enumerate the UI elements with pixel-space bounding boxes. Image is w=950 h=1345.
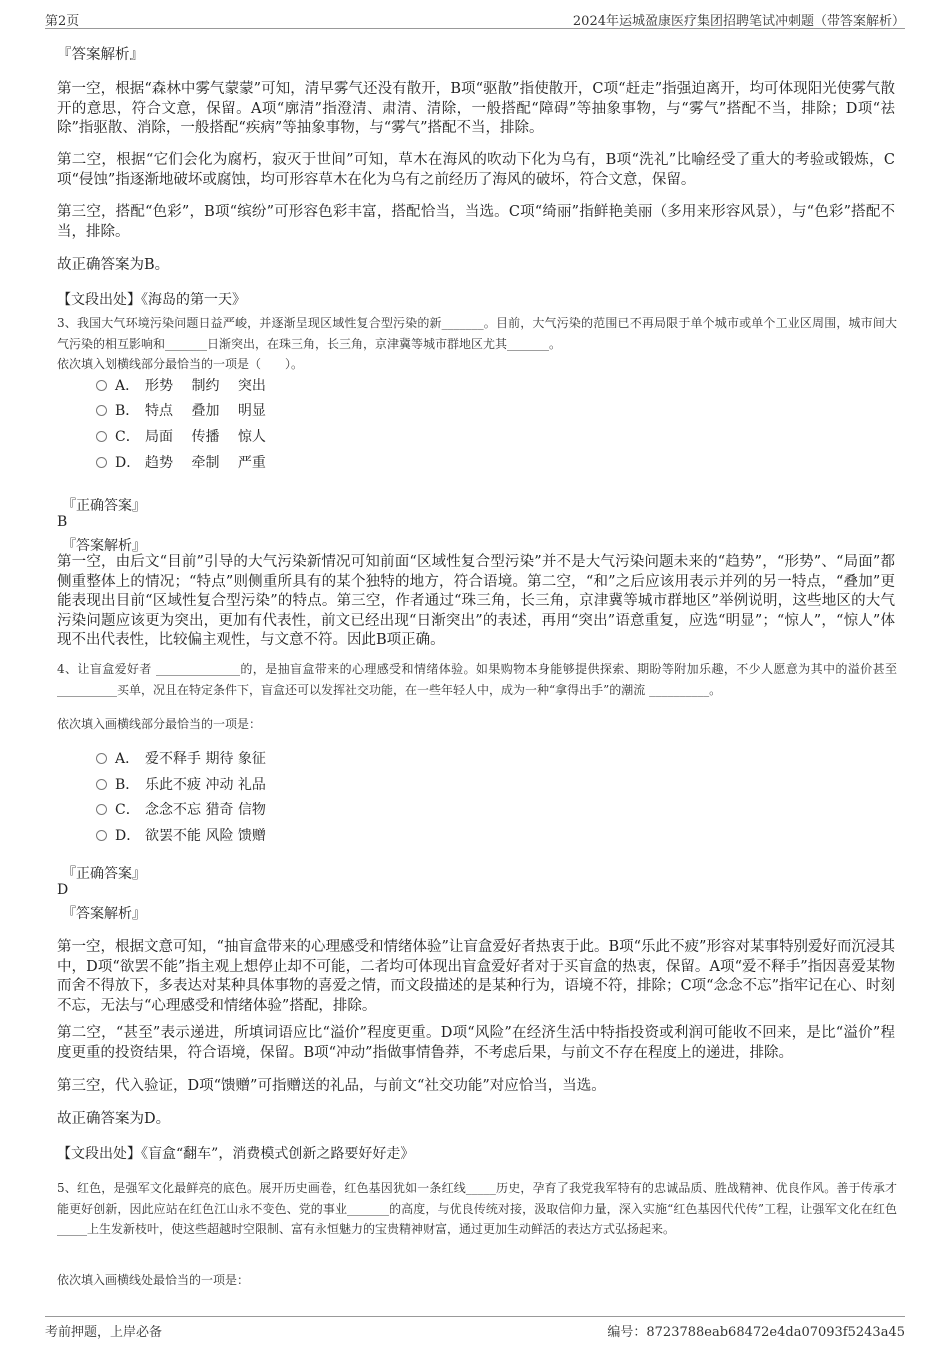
q4-conclusion: 故正确答案为D。 <box>57 1111 171 1127</box>
q3-prompt: 依次填入划横线部分最恰当的一项是（ ）。 <box>57 357 304 371</box>
q3-option-a[interactable]: A． 形势 制约 突出 <box>96 376 266 396</box>
q3-stem: 3、我国大气环境污染问题日益严峻，并逐渐呈现区域性复合型污染的新_______。目前，大气污染的范围已不再局限于单个城市或单个工业区周围，城市间大气污染的相互影响和_______日渐突出，在珠三角，长三角，京津冀等城市群地区尤其_______。 <box>57 316 897 351</box>
radio-icon[interactable] <box>96 830 107 841</box>
footer-slogan: 考前押题，上岸必备 <box>45 1325 163 1340</box>
radio-icon[interactable] <box>96 405 107 416</box>
q4-option-d[interactable]: D． 欲罢不能 风险 馈赠 <box>96 826 266 846</box>
page-footer <box>45 1316 905 1340</box>
q4-option-c[interactable]: C． 念念不忘 猎奇 信物 <box>96 800 266 820</box>
radio-icon[interactable] <box>96 457 107 468</box>
q4-option-b[interactable]: B． 乐此不疲 冲动 礼品 <box>96 775 266 795</box>
q4-analysis-para-2: 第二空，“甚至”表示递进，所填词语应比“溢价”程度更重。D项“风险”在经济生活中特指投资或利润可能收不回来，是比“溢价”程度更重的投资结果，符合语境，保留。B项“冲动”指做事情鲁莽，不考虑后果，与前文不存在程度上的递进，排除。 <box>57 1025 895 1061</box>
q3-option-c[interactable]: C． 局面 传播 惊人 <box>96 427 266 447</box>
q2-analysis-para-3: 第三空，搭配“色彩”，B项“缤纷”可形容色彩丰富，搭配恰当，当选。C项“绮丽”指鲜艳美丽（多用来形容风景），与“色彩”搭配不当，排除。 <box>57 204 895 240</box>
q3-answer: B <box>57 514 68 530</box>
q5-prompt: 依次填入画横线处最恰当的一项是： <box>57 1273 250 1287</box>
q3-analysis: 第一空，由后文“目前”引导的大气污染新情况可知前面“区域性复合型污染”并不是大气污染问题未来的“趋势”，“形势”、“局面”都侧重整体上的情况；“特点”则侧重所具有的某个独特的地方，符合语境。第二空，“和”之后应该用表示并列的另一特点，“叠加”更能表现出目前“区域性复合型污染”的特点。第三空，作者通过“珠三角，长三角，京津冀等城市群地区”举例说明，这些地区的大气污染问题应该更为突出，更加有代表性，前文已经出现“日渐突出”的表述，再用“突出”语意重复，应选“明显”；“惊人”，“惊人”体现不出代表性，比较偏主观性，与文意不符。因此B项正确。 <box>57 554 895 648</box>
q4-answer: D <box>57 882 69 898</box>
q2-source: 【文段出处】《海岛的第一天》 <box>57 292 246 308</box>
radio-icon[interactable] <box>96 431 107 442</box>
radio-icon[interactable] <box>96 753 107 764</box>
q2-analysis-para-1: 第一空，根据“森林中雾气蒙蒙”可知，清早雾气还没有散开，B项“驱散”指使散开，C项“赶走”指强迫离开，均可体现阳光使雾气散开的意思，符合文意，保留。A项“廓清”指澄清、肃清、清除，一般搭配“障碍”等抽象事物，与“雾气”搭配不当，排除；D项“祛除”指驱散、消除，一般搭配“疾病”等抽象事物，与“雾气”搭配不当，排除。 <box>57 81 895 136</box>
q3-option-d[interactable]: D． 趋势 牵制 严重 <box>96 453 266 473</box>
q4-stem: 4、让盲盒爱好者 ______________的，是抽盲盒带来的心理感受和情绪体验。如果购物本身能够提供探索、期盼等附加乐趣，不少人愿意为其中的溢价甚至 __________买单，况且在特定条件下，盲盒还可以发挥社交功能，在一些年轻人中，成为一种“拿得出手”的潮流 __________。 <box>57 662 897 697</box>
q3-analysis-title: 『答案解析』 <box>62 538 146 554</box>
q4-analysis-para-3: 第三空，代入验证，D项“馈赠”可指赠送的礼品，与前文“社交功能”对应恰当，当选。 <box>57 1078 606 1094</box>
document-title: 2024年运城盈康医疗集团招聘笔试冲刺题（带答案解析） <box>572 14 905 29</box>
radio-icon[interactable] <box>96 779 107 790</box>
page-number: 第2页 <box>45 14 80 29</box>
q4-prompt: 依次填入画横线部分最恰当的一项是： <box>57 717 262 731</box>
q2-analysis-para-2: 第二空，根据“它们会化为腐朽，寂灭于世间”可知，草木在海风的吹动下化为乌有，B项“洗礼”比喻经受了重大的考验或锻炼，C项“侵蚀”指逐渐地破坏或腐蚀，均可形容草木在化为乌有之前经历了海风的破坏，符合文意，保留。 <box>57 152 895 188</box>
q4-source: 【文段出处】《盲盒“翻车”，消费模式创新之路要好好走》 <box>57 1146 415 1162</box>
q4-analysis-para-1: 第一空，根据文意可知，“抽盲盒带来的心理感受和情绪体验”让盲盒爱好者热衷于此。B项“乐此不疲”形容对某事特别爱好而沉浸其中，D项“欲罢不能”指主观上想停止却不可能，二者均可体现出盲盒爱好者对于买盲盒的热衷，保留。A项“爱不释手”指因喜爱某物而舍不得放下，多表达对某种具体事物的喜爱之情，而文段描述的是某种行为，语境不符，排除；C项“念念不忘”指牢记在心、时刻不忘，无法与“心理感受和情绪体验”搭配，排除。 <box>57 939 895 1014</box>
page-header <box>45 8 905 29</box>
q4-option-a[interactable]: A． 爱不释手 期待 象征 <box>96 749 266 769</box>
q4-answer-title: 『正确答案』 <box>62 866 146 882</box>
q3-option-b[interactable]: B． 特点 叠加 明显 <box>96 401 266 421</box>
q2-conclusion: 故正确答案为B。 <box>57 257 170 273</box>
document-code: 编号：8723788eab68472e4da07093f5243a45 <box>607 1325 905 1340</box>
q5-stem: 5、红色，是强军文化最鲜亮的底色。展开历史画卷，红色基因犹如一条红线_____历史，孕育了我党我军特有的忠诚品质、胜战精神、优良作风。善于传承才能更好创新，因此应站在红色江山永不变色、党的事业_______的高度，与优良传统对接，汲取信仰力量，深入实施“红色基因代代传”工程，让强军文化在红色_____上生发新枝叶，使这些超越时空限制、富有永恒魅力的宝贵精神财富，通过更加生动鲜活的表达方式弘扬起来。 <box>57 1181 897 1236</box>
radio-icon[interactable] <box>96 804 107 815</box>
q4-analysis-title: 『答案解析』 <box>62 906 146 922</box>
q2-analysis-title: 『答案解析』 <box>57 47 144 63</box>
radio-icon[interactable] <box>96 380 107 391</box>
q3-answer-title: 『正确答案』 <box>62 498 146 514</box>
